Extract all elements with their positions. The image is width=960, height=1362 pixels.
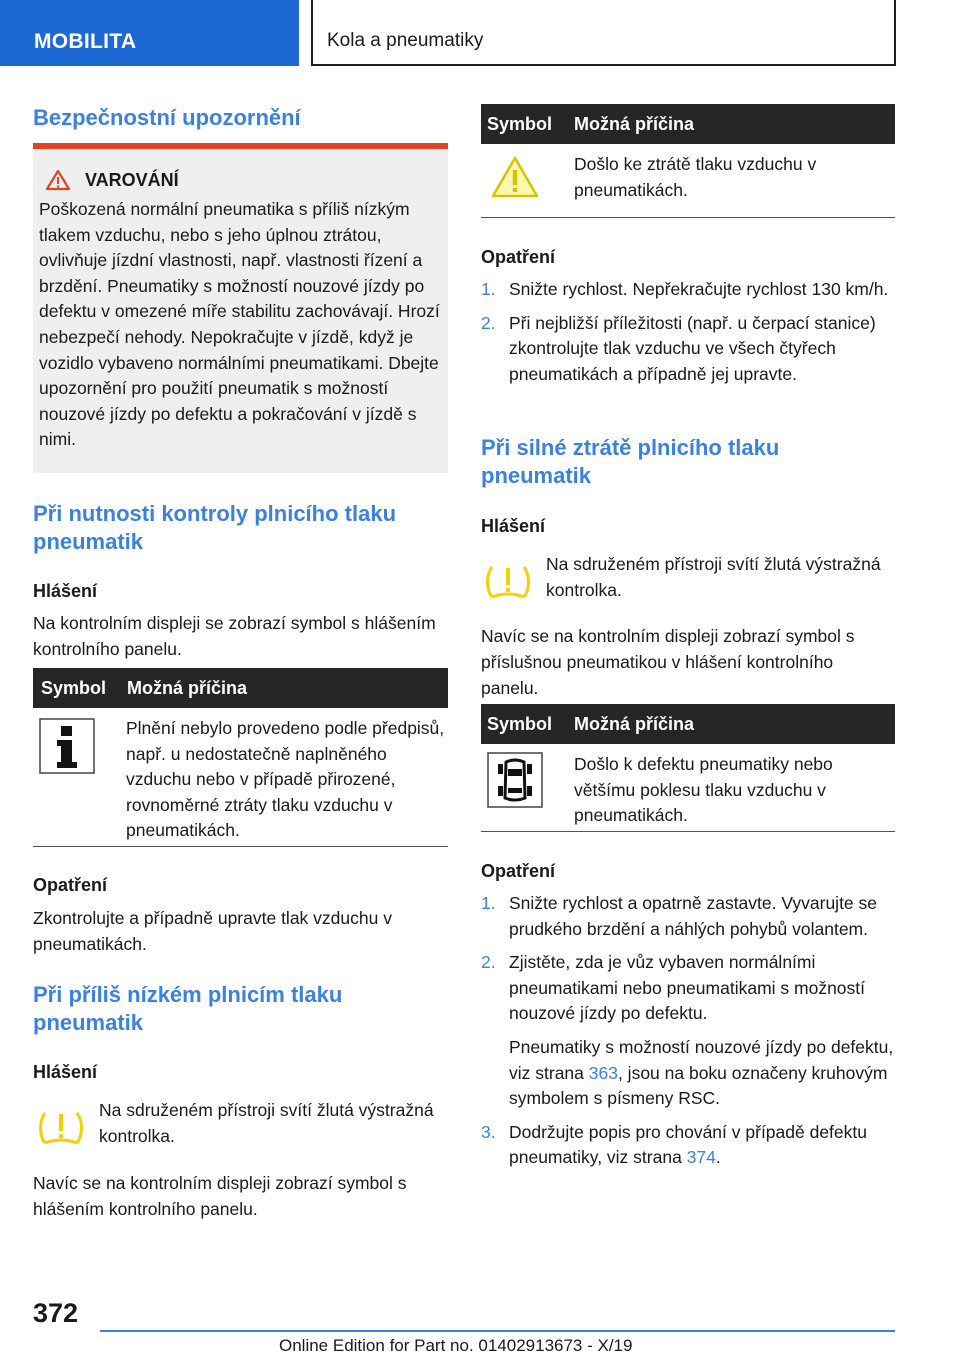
table-symbol-cause-1 [33, 668, 448, 847]
list-item [481, 1120, 895, 1171]
paragraph-check-adjust: Zkontrolujte a případně upravte tlak vzduchu v pneumatikách. [33, 908, 392, 954]
footer-divider [100, 1330, 895, 1332]
table-header [481, 104, 895, 144]
steps-list-2 [481, 891, 895, 1179]
header-symbol: Symbol [41, 678, 107, 698]
info-symbol-icon [39, 718, 95, 774]
heading-check-pressure: Při nutnosti kontroly plnicího tlaku pneumatik [33, 501, 397, 554]
page-link-374[interactable]: 374 [686, 1147, 716, 1168]
header-symbol: Symbol [487, 714, 553, 734]
step-subtext: Pneumatiky s možností nouzové jízdy po defektu, viz strana 363, jsou na boku označeny kruhovým symbolem s písmeny RSC. [509, 1036, 894, 1109]
page-header [0, 0, 960, 66]
header-cause: Možná příčina [127, 678, 248, 698]
table-symbol-cause-3 [481, 704, 895, 832]
step-text: Při nejbližší příležitosti (např. u čerpací stanice) zkontrolujte tlak vzduchu ve všech čtyřech pneumatikách a případně jej upravte. [509, 312, 876, 384]
lamp-text-2: Na sdruženém přístroji svítí žlutá výstražná kontrolka. [546, 554, 881, 600]
page-link-363[interactable]: 363 [588, 1062, 618, 1083]
steps-list-1 [481, 277, 895, 395]
warning-triangle-symbol-icon [490, 155, 540, 199]
list-item [481, 891, 895, 942]
paragraph-display-symbol: Na kontrolním displeji se zobrazí symbol s hlášením kontrolního panelu. [33, 613, 436, 659]
message-label-3: Hlášení [481, 516, 546, 536]
warning-triangle-icon [45, 169, 71, 191]
tire-pressure-warning-icon [483, 561, 533, 603]
table-header [481, 704, 895, 744]
message-label-1: Hlášení [33, 581, 98, 601]
chapter-title: Kola a pneumatiky [311, 0, 896, 66]
paragraph-display-symbol-2: Navíc se na kontrolním displeji zobrazí symbol s hlášením kontrolního panelu. [33, 1173, 407, 1219]
warning-title [45, 169, 440, 191]
footer-edition: Online Edition for Part no. 01402913673 - X/19 [279, 1336, 633, 1355]
cause-text: Došlo ke ztrátě tlaku vzduchu v pneumatikách. [574, 154, 817, 200]
car-tire-symbol-icon [487, 752, 543, 808]
heading-safety: Bezpečnostní upozornění [33, 105, 301, 130]
warning-text: Poškozená normální pneumatika s příliš nízkým tlakem vzduchu, nebo s jeho úplnou ztrátou, ovlivňuje jízdní vlastnosti, např. vlastnosti řízení a brzdění. Pneumatiky s možností nouzové jízdy po defektu v omezené míře stabilitu zachovávají. Hrozí nebezpečí nehody. Nepokračujte v jízdě, když je vozidlo vybaveno normálními pneumatikami. Dbejte upozornění pro použití pneumatik s možností nouzové jízdy po defektu a pokračování v jízdě s nimi. [39, 199, 440, 450]
table-row [481, 144, 895, 218]
list-item [481, 311, 895, 388]
heading-severe-loss: Při silné ztrátě plnicího tlaku pneumatik [481, 435, 780, 488]
table-row [481, 744, 895, 832]
cause-text: Plnění nebylo provedeno podle předpisů, např. u nedostatečně naplněného vzduchu nebo v případě přirozené, rovnoměrné ztráty tlaku vzduchu v pneumatikách. [126, 718, 445, 841]
page-number: 372 [33, 1298, 79, 1328]
paragraph-display-tire-symbol: Navíc se na kontrolním displeji zobrazí symbol s příslušnou pneumatikou v hlášení kontrolního panelu. [481, 626, 855, 698]
section-tab: MOBILITA [0, 0, 299, 66]
measure-label-2: Opatření [481, 247, 556, 267]
table-header [33, 668, 448, 708]
step-number: 1. [481, 279, 496, 299]
table-symbol-cause-2 [481, 104, 895, 218]
warning-label: VAROVÁNÍ [85, 169, 179, 190]
warning-box [33, 143, 448, 473]
step-number: 2. [481, 312, 496, 333]
list-item [481, 950, 895, 1112]
header-symbol: Symbol [487, 114, 553, 134]
measure-label-1: Opatření [33, 875, 108, 895]
table-row [33, 708, 448, 847]
tire-pressure-warning-icon [36, 1107, 86, 1149]
measure-label-3: Opatření [481, 861, 556, 881]
step-number: 2. [481, 952, 496, 973]
message-label-2: Hlášení [33, 1062, 98, 1082]
cause-text: Došlo k defektu pneumatiky nebo většímu poklesu tlaku vzduchu v pneumatikách. [574, 754, 833, 826]
step-text: Zjistěte, zda je vůz vybaven normálními pneumatikami nebo pneumatikami s možností nouzové jízdy po defektu. [509, 952, 866, 1024]
heading-low-pressure: Při příliš nízkém plnicím tlaku pneumatik [33, 982, 343, 1035]
step-number: 3. [481, 1121, 496, 1142]
header-cause: Možná příčina [574, 114, 695, 134]
step-number: 1. [481, 893, 496, 913]
lamp-text-1: Na sdruženém přístroji svítí žlutá výstražná kontrolka. [99, 1100, 434, 1146]
step-text: Snižte rychlost a opatrně zastavte. Vyvarujte se prudkého brzdění a náhlých pohybů volantem. [509, 893, 878, 939]
step-text: Snižte rychlost. Nepřekračujte rychlost 130 km/h. [509, 279, 889, 299]
header-cause: Možná příčina [574, 714, 695, 734]
list-item [481, 277, 895, 303]
step-text: Dodržujte popis pro chování v případě defektu pneumatiky, viz strana 374. [509, 1121, 867, 1168]
